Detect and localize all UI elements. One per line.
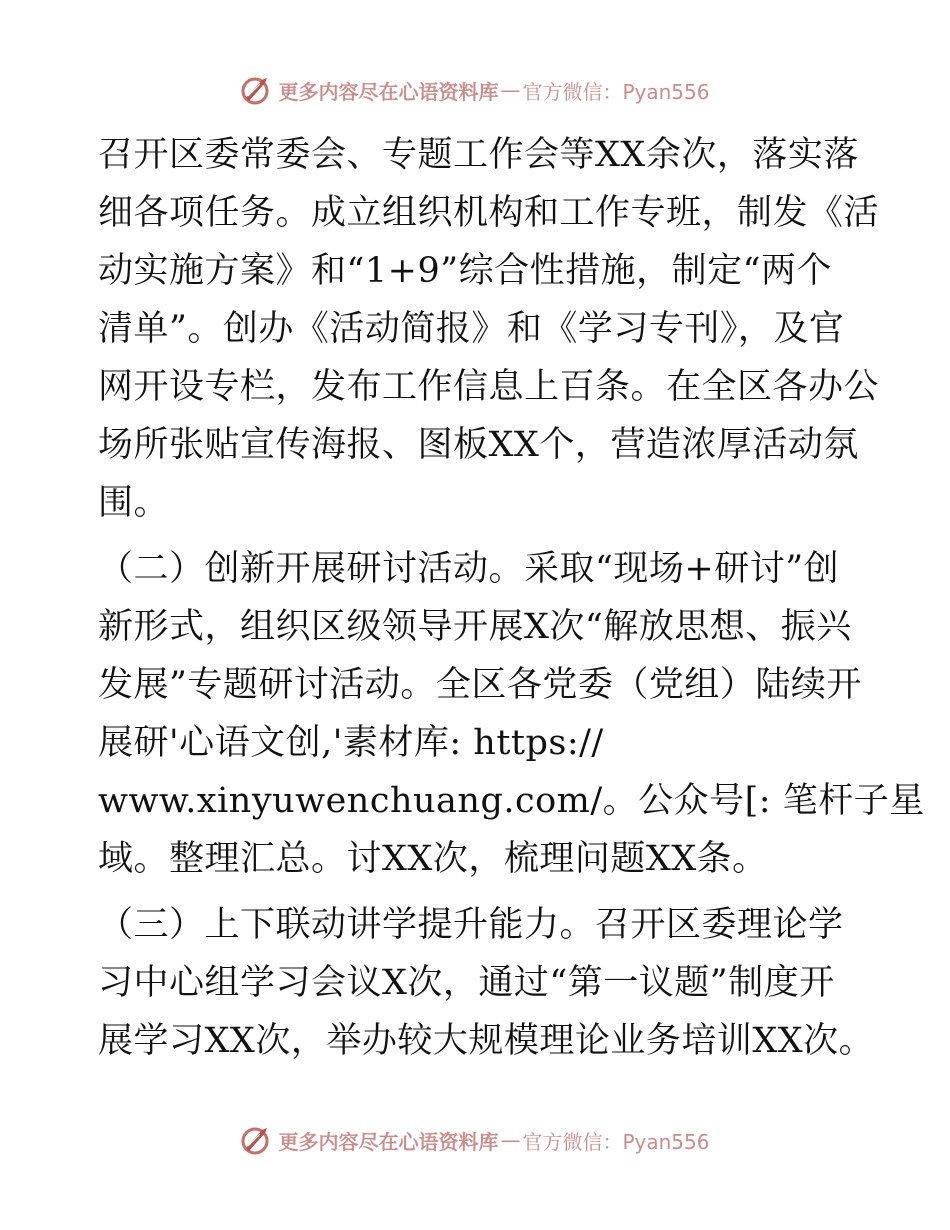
text-line: 场所张贴宣传海报、图板XX个，营造浓厚活动氛 <box>98 425 859 465</box>
text-line: （三）上下联动讲学提升能力。召开区委理论学 <box>98 905 844 945</box>
text-line: 展研'心语文创,'素材库: https:// <box>98 723 604 763</box>
paragraph-3 <box>98 896 875 1070</box>
text-line: 域。整理汇总。讨XX次，梳理问题XX条。 <box>98 839 768 879</box>
text-line: 习中心组学习会议X次，通过“第一议题”制度开 <box>98 963 835 1003</box>
text-line: 展学习XX次，举办较大规模理论业务培训XX次。 <box>98 1021 875 1061</box>
text-line: www.xinyuwenchuang.com/。公众号[: 笔杆子星 <box>98 781 925 821</box>
paragraph-1 <box>98 126 880 532</box>
quill-logo-icon <box>240 74 272 106</box>
watermark-site-text: 更多内容尽在心语资料库 <box>278 79 499 104</box>
watermark-site-text: 更多内容尽在心语资料库 <box>278 1129 499 1154</box>
quill-logo-icon <box>240 1124 272 1156</box>
text-line: 新形式，组织区级领导开展X次“解放思想、振兴 <box>98 607 852 647</box>
text-line: （二）创新开展研讨活动。采取“现场+研讨”创 <box>98 549 840 589</box>
text-line: 清单”。创办《活动简报》和《学习专刊》，及官 <box>98 309 845 349</box>
text-line: 网开设专栏，发布工作信息上百条。在全区各办公 <box>98 367 880 407</box>
text-line: 细各项任务。成立组织机构和工作专班，制发《活 <box>98 193 880 233</box>
document-body <box>98 126 925 1070</box>
watermark-separator: — <box>500 78 521 102</box>
watermark-separator: — <box>500 1128 521 1152</box>
watermark-wechat-text: 官方微信：Pyan556 <box>522 1129 710 1154</box>
text-line: 动实施方案》和“1+9”综合性措施，制定“两个 <box>98 251 833 291</box>
header-watermark <box>0 70 950 110</box>
text-line: 召开区委常委会、专题工作会等XX余次，落实落 <box>98 135 859 175</box>
watermark-wechat-text: 官方微信：Pyan556 <box>522 79 710 104</box>
text-line: 围。 <box>98 483 170 523</box>
paragraph-2 <box>98 540 925 888</box>
text-line: 发展”专题研讨活动。全区各党委（党组）陆续开 <box>98 665 862 705</box>
footer-watermark <box>0 1120 950 1160</box>
